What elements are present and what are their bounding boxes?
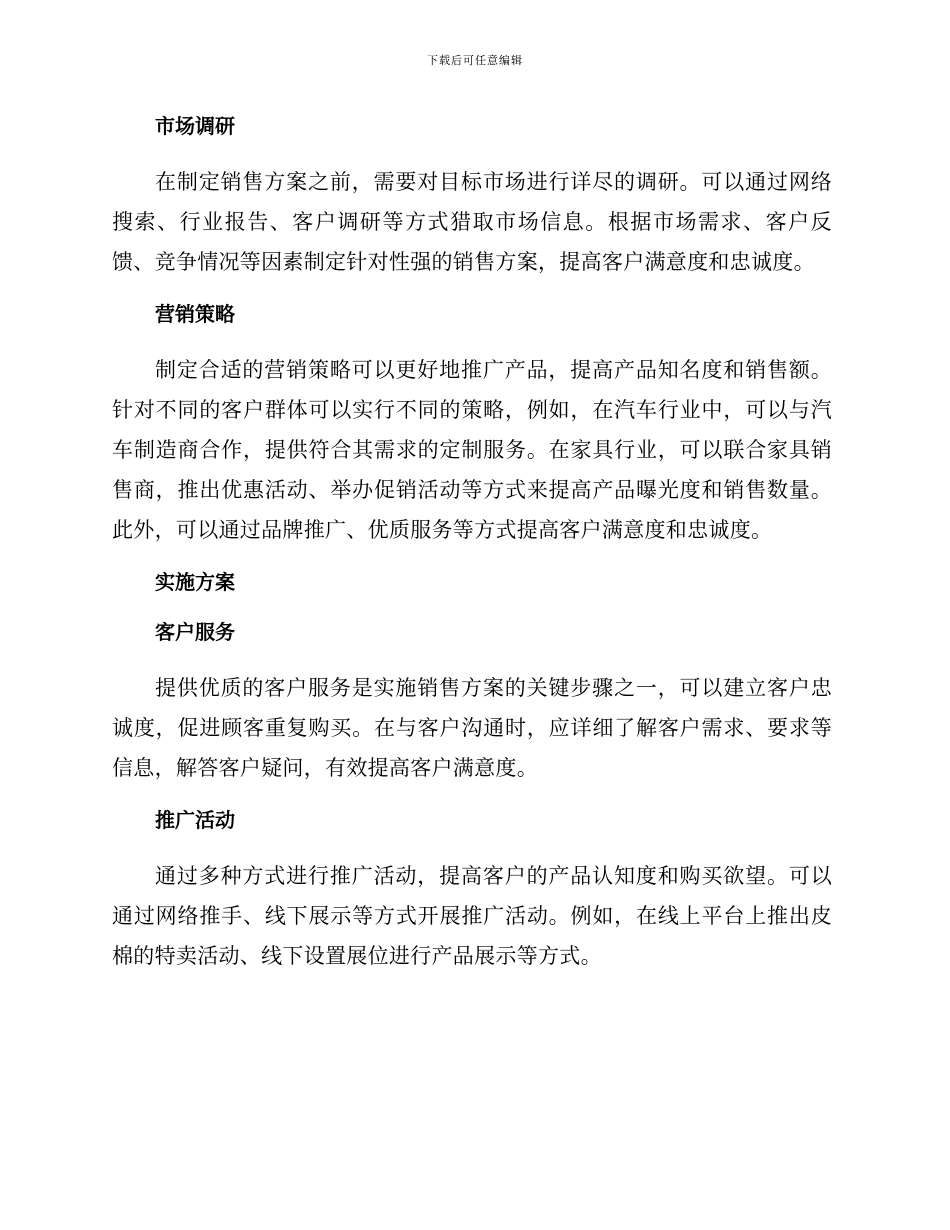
paragraph-market-research: 在制定销售方案之前，需要对目标市场进行详尽的调研。可以通过网络搜索、行业报告、客户调研等方式猎取市场信息。根据市场需求、客户反馈、竞争情况等因素制定针对性强的销售方案，提高客户满意度和忠诚度。 (112, 170, 832, 274)
section-heading-implementation: 实施方案 (155, 570, 235, 594)
paragraph-promotion: 通过多种方式进行推广活动，提高客户的产品认知度和购买欲望。可以通过网络推手、线下展示等方式开展推广活动。例如，在线上平台上推出皮棉的特卖活动、线下设置展位进行产品展示等方式。 (112, 864, 832, 968)
section-heading-customer-service: 客户服务 (155, 620, 235, 644)
document-body (112, 108, 832, 976)
paragraph-marketing-strategy: 制定合适的营销策略可以更好地推广产品，提高产品知名度和销售额。针对不同的客户群体可以实行不同的策略，例如，在汽车行业中，可以与汽车制造商合作，提供符合其需求的定制服务。在家具行业，可以联合家具销售商，推出优惠活动、举办促销活动等方式来提高产品曝光度和销售数量。此外，可以通过品牌推广、优质服务等方式提高客户满意度和忠诚度。 (112, 358, 832, 542)
header-note: 下载后可任意编辑 (427, 54, 523, 67)
paragraph-customer-service: 提供优质的客户服务是实施销售方案的关键步骤之一，可以建立客户忠诚度，促进顾客重复购买。在与客户沟通时，应详细了解客户需求、要求等信息，解答客户疑问，有效提高客户满意度。 (112, 676, 832, 780)
section-heading-promotion: 推广活动 (155, 808, 235, 832)
section-heading-market-research: 市场调研 (155, 114, 235, 138)
section-heading-marketing-strategy: 营销策略 (155, 302, 235, 326)
